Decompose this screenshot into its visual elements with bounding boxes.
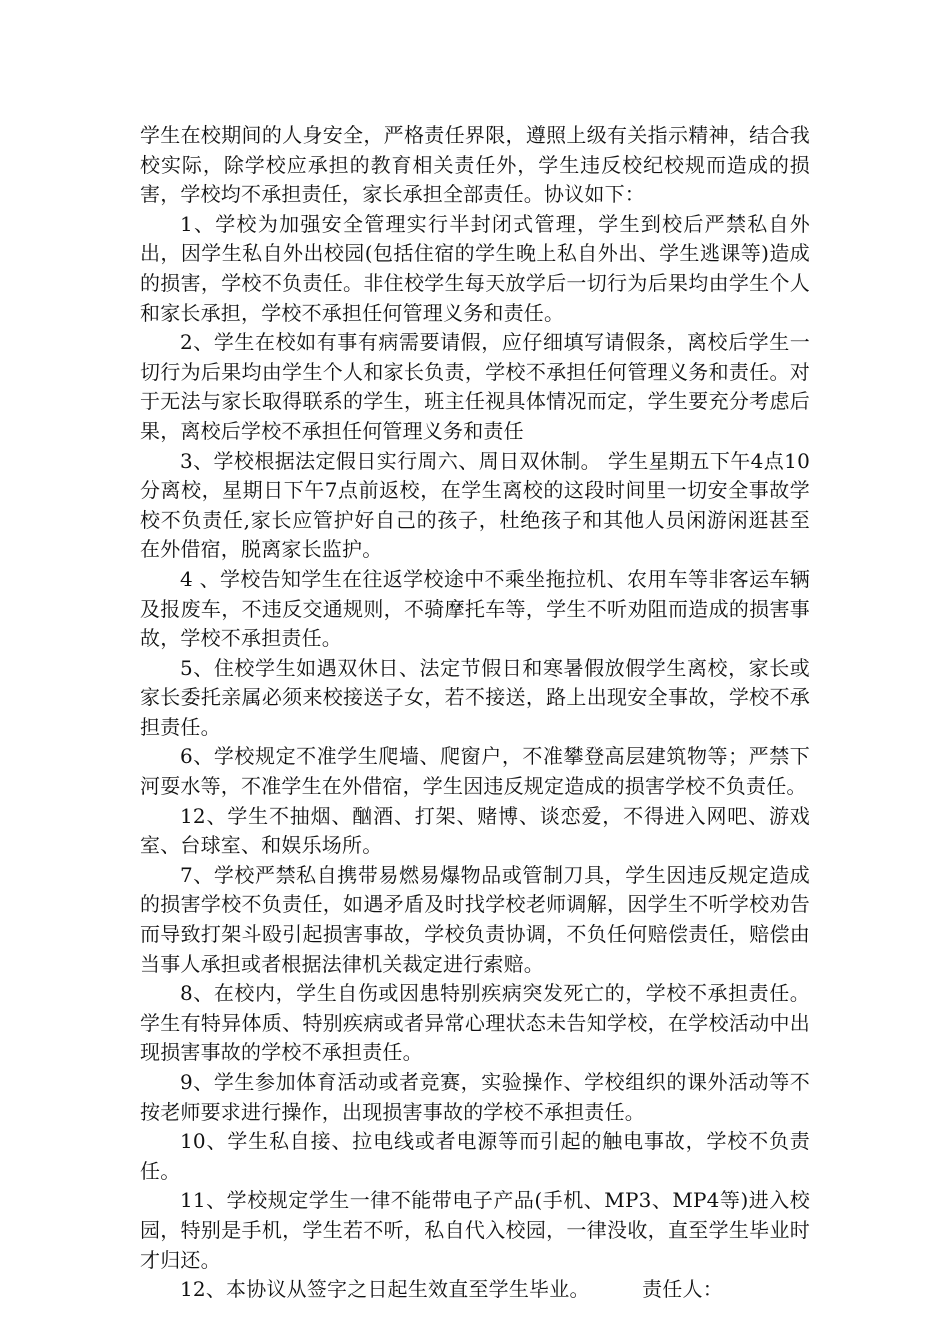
document-body [140, 121, 810, 1305]
clause-2: 2、学生在校如有事有病需要请假，应仔细填写请假条，离校后学生一切行为后果均由学生个人和家长负责，学校不承担任何管理义务和责任。对于无法与家长取得联系的学生，班主任视具体情况而定，学生要充分考虑后果，离校后学校不承担任何管理义务和责任 [140, 330, 810, 443]
clause-12-effective-and-signature: 12、本协议从签字之日起生效直至学生毕业。 责任人： [180, 1277, 723, 1302]
clause-5: 5、住校学生如遇双休日、法定节假日和寒暑假放假学生离校，家长或家长委托亲属必须来校接送子女，若不接送，路上出现安全事故，学校不承担责任。 [140, 655, 810, 739]
clause-11: 11、学校规定学生一律不能带电子产品(手机、MP3、MP4等)进入校园，特别是手机，学生若不听，私自代入校园，一律没收，直至学生毕业时才归还。 [140, 1188, 810, 1272]
clause-10: 10、学生私自接、拉电线或者电源等而引起的触电事故，学校不负责任。 [140, 1129, 810, 1183]
clause-4: 4 、学校告知学生在往返学校途中不乘坐拖拉机、农用车等非客运车辆及报废车，不违反交通规则，不骑摩托车等，学生不听劝阻而造成的损害事故，学校不承担责任。 [140, 566, 810, 651]
clause-3: 3、学校根据法定假日实行周六、周日双休制。 学生星期五下午4点10分离校，星期日下午7点前返校，在学生离校的这段时间里一切安全事故学校不负责任,家长应管护好自己的孩子，杜绝孩子和其他人员闲游闲逛甚至在外借宿，脱离家长监护。 [140, 448, 810, 562]
intro-paragraph: 学生在校期间的人身安全，严格责任界限，遵照上级有关指示精神，结合我校实际，除学校应承担的教育相关责任外，学生违反校纪校规而造成的损害，学校均不承担责任，家长承担全部责任。协议如下： [140, 123, 810, 207]
clause-8: 8、在校内，学生自伤或因患特别疾病突发死亡的，学校不承担责任。学生有特异体质、特别疾病或者异常心理状态未告知学校，在学校活动中出现损害事故的学校不承担责任。 [140, 981, 810, 1065]
clause-6: 6、学校规定不准学生爬墙、爬窗户，不准攀登高层建筑物等；严禁下河耍水等，不准学生在外借宿，学生因违反规定造成的损害学校不负责任。 [140, 744, 810, 799]
clause-9: 9、学生参加体育活动或者竞赛，实验操作、学校组织的课外活动等不按老师要求进行操作，出现损害事故的学校不承担责任。 [140, 1070, 810, 1124]
clause-12-conduct: 12、学生不抽烟、酗酒、打架、赌博、谈恋爱，不得进入网吧、游戏室、台球室、和娱乐场所。 [140, 803, 810, 858]
clause-1: 1、学校为加强安全管理实行半封闭式管理，学生到校后严禁私自外出，因学生私自外出校园(包括住宿的学生晚上私自外出、学生逃课等)造成的损害，学校不负责任。非住校学生每天放学后一切行为后果均由学生个人和家长承担，学校不承担任何管理义务和责任。 [140, 211, 810, 325]
clause-7: 7、学校严禁私自携带易燃易爆物品或管制刀具，学生因违反规定造成的损害学校不负责任，如遇矛盾及时找学校老师调解，因学生不听学校劝告而导致打架斗殴引起损害事故，学校负责协调，不负任何赔偿责任，赔偿由当事人承担或者根据法律机关裁定进行索赔。 [140, 862, 810, 976]
